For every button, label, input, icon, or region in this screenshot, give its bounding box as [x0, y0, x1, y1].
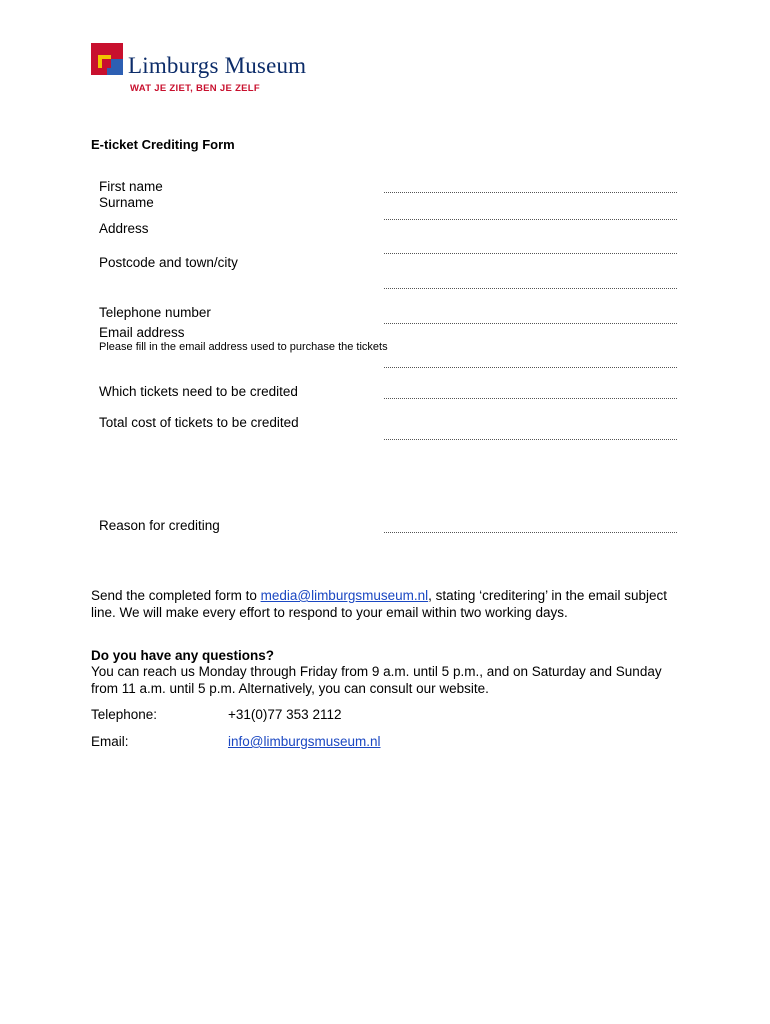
send-instructions-before: Send the completed form to — [91, 588, 261, 603]
form-title: E-ticket Crediting Form — [91, 137, 235, 152]
media-email-link[interactable]: media@limburgsmuseum.nl — [260, 588, 429, 603]
email-label: Email address — [99, 325, 185, 340]
telephone-contact-label: Telephone: — [91, 707, 158, 722]
which-tickets-label: Which tickets need to be credited — [99, 384, 298, 399]
first-name-label: First name — [99, 179, 163, 194]
info-email-link[interactable]: info@limburgsmuseum.nl — [228, 734, 381, 749]
reason-label: Reason for crediting — [99, 518, 220, 533]
postcode-label: Postcode and town/city — [99, 255, 238, 270]
first-name-line[interactable] — [384, 192, 677, 193]
questions-body: You can reach us Monday through Friday from 9 a.m. until 5 p.m., and on Saturday and Sunday from 11 a.m. until 5 p.m. Alternatively, you can consult our website. — [91, 664, 662, 696]
surname-line[interactable] — [384, 219, 677, 220]
museum-logo — [91, 43, 123, 80]
send-instructions — [91, 587, 671, 621]
email-contact-label: Email: — [91, 734, 129, 749]
telephone-contact-value: +31(0)77 353 2112 — [228, 707, 342, 722]
questions-heading: Do you have any questions? — [91, 648, 275, 663]
address-line[interactable] — [384, 253, 677, 254]
surname-label: Surname — [99, 195, 154, 210]
telephone-line[interactable] — [384, 323, 677, 324]
which-tickets-line[interactable] — [384, 398, 677, 399]
send-instructions-after: , stating ‘creditering’ in the email subject line. We will make every effort to respond to your email within two working days. — [91, 588, 667, 620]
logo-mark-icon — [91, 43, 123, 75]
total-cost-label: Total cost of tickets to be credited — [99, 415, 299, 430]
telephone-label: Telephone number — [99, 305, 211, 320]
logo-name: Limburgs Museum — [128, 53, 307, 78]
email-line[interactable] — [384, 367, 677, 368]
reason-line[interactable] — [384, 532, 677, 533]
postcode-line[interactable] — [384, 288, 677, 289]
email-hint: Please fill in the email address used to purchase the tickets — [99, 341, 388, 353]
logo-tagline: WAT JE ZIET, BEN JE ZELF — [130, 83, 261, 94]
address-label: Address — [99, 221, 149, 236]
total-cost-line[interactable] — [384, 439, 677, 440]
